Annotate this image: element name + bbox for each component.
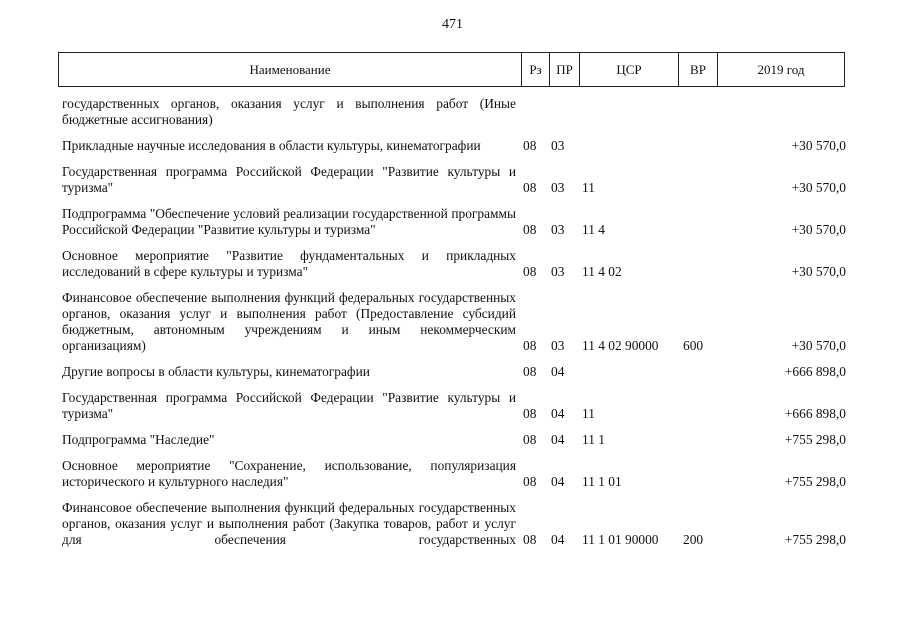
row-value: +666 898,0	[784, 406, 846, 421]
row-pr: 04	[551, 532, 565, 547]
row-value: +666 898,0	[784, 364, 846, 379]
row-vr: 200	[683, 532, 704, 547]
row-csr: 11 1 01	[582, 474, 622, 489]
table-row	[58, 290, 848, 354]
row-pr: 04	[551, 432, 565, 447]
row-pr: 03	[551, 222, 565, 237]
row-rz: 08	[523, 364, 537, 379]
row-vr: 600	[683, 338, 704, 353]
row-value: +755 298,0	[784, 474, 846, 489]
table-row	[58, 458, 848, 490]
table-row	[58, 248, 848, 280]
row-name: Подпрограмма "Наследие"	[62, 432, 215, 447]
row-csr: 11	[582, 406, 595, 421]
row-name: Финансовое обеспечение выполнения функций федеральных государственных органов, оказания услуг и выполнения работ (Закупка товаров, работ и услуг для обеспечения государственных	[62, 500, 516, 547]
row-name: государственных органов, оказания услуг и выполнения работ (Иные бюджетные ассигнования)	[62, 96, 516, 127]
row-rz: 08	[523, 222, 537, 237]
table-row	[58, 138, 848, 154]
row-value: +30 570,0	[791, 138, 846, 153]
row-pr: 03	[551, 138, 565, 153]
row-rz: 08	[523, 180, 537, 195]
table-row	[58, 206, 848, 238]
row-csr: 11 4 02 90000	[582, 338, 659, 353]
row-value: +30 570,0	[791, 222, 846, 237]
table-row	[58, 390, 848, 422]
row-value: +30 570,0	[791, 264, 846, 279]
row-rz: 08	[523, 406, 537, 421]
header-rz: Рз	[522, 53, 550, 86]
table-header	[58, 52, 845, 87]
row-csr: 11 1	[582, 432, 605, 447]
header-vr: ВР	[679, 53, 718, 86]
row-csr: 11 1 01 90000	[582, 532, 659, 547]
row-name: Прикладные научные исследования в области культуры, кинематографии	[62, 138, 481, 153]
table-row	[58, 500, 848, 548]
row-name: Другие вопросы в области культуры, кинематографии	[62, 364, 370, 379]
header-name: Наименование	[59, 53, 522, 86]
row-name: Государственная программа Российской Федерации "Развитие культуры и туризма"	[62, 390, 516, 421]
row-csr: 11 4	[582, 222, 605, 237]
row-pr: 03	[551, 180, 565, 195]
row-rz: 08	[523, 264, 537, 279]
row-csr: 11 4 02	[582, 264, 622, 279]
row-rz: 08	[523, 532, 537, 547]
row-value: +30 570,0	[791, 338, 846, 353]
row-pr: 04	[551, 406, 565, 421]
page-number: 471	[442, 17, 463, 32]
header-pr: ПР	[550, 53, 580, 86]
row-pr: 04	[551, 474, 565, 489]
header-csr: ЦСР	[580, 53, 679, 86]
row-name: Финансовое обеспечение выполнения функций федеральных государственных органов, оказания услуг и выполнения работ (Предоставление субсидий бюджетным, автономным учреждениям и иным некоммерческим организациям)	[62, 290, 516, 353]
table-row	[58, 164, 848, 196]
row-pr: 03	[551, 338, 565, 353]
row-name: Основное мероприятие "Сохранение, использование, популяризация исторического и культурного наследия"	[62, 458, 516, 489]
row-name: Подпрограмма "Обеспечение условий реализации государственной программы Российской Федерации "Развитие культуры и туризма"	[62, 206, 516, 237]
budget-table-body	[58, 96, 848, 558]
row-value: +755 298,0	[784, 432, 846, 447]
row-value: +755 298,0	[784, 532, 846, 547]
row-rz: 08	[523, 474, 537, 489]
header-year: 2019 год	[757, 61, 805, 77]
row-rz: 08	[523, 432, 537, 447]
row-pr: 03	[551, 264, 565, 279]
table-row	[58, 364, 848, 380]
row-rz: 08	[523, 138, 537, 153]
row-value: +30 570,0	[791, 180, 846, 195]
row-csr: 11	[582, 180, 595, 195]
table-row	[58, 432, 848, 448]
row-pr: 04	[551, 364, 565, 379]
row-name: Государственная программа Российской Федерации "Развитие культуры и туризма"	[62, 164, 516, 195]
row-name: Основное мероприятие "Развитие фундаментальных и прикладных исследований в сфере культуры и туризма"	[62, 248, 516, 279]
table-row	[58, 96, 848, 128]
row-rz: 08	[523, 338, 537, 353]
